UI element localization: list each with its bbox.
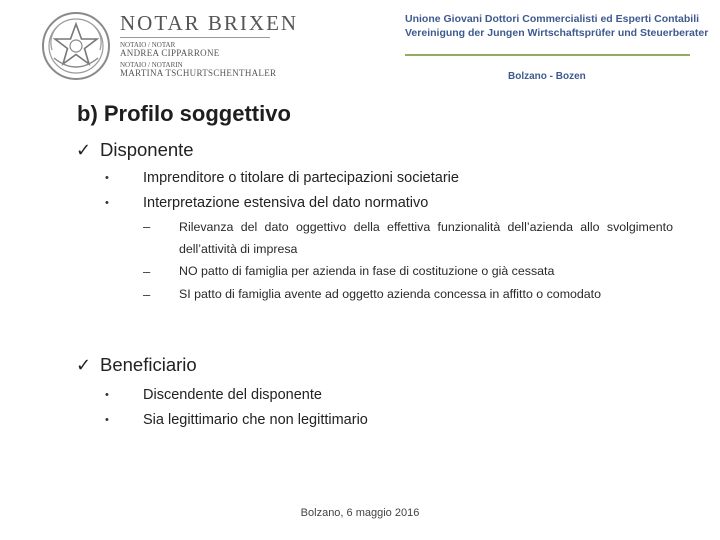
notary-name-1: ANDREA CIPPARRONE bbox=[120, 48, 220, 58]
bullet-text: Discendente del disponente bbox=[143, 387, 322, 403]
association-city: Bolzano - Bozen bbox=[508, 71, 586, 82]
section-heading-beneficiario bbox=[76, 354, 197, 376]
bullet-icon: • bbox=[105, 414, 109, 426]
section-heading-disponente bbox=[76, 139, 194, 161]
association-name-it: Unione Giovani Dottori Commercialisti ed Esperti Contabili bbox=[405, 13, 700, 25]
bullet-text: Imprenditore o titolare di partecipazioni societarie bbox=[143, 170, 459, 186]
italian-republic-emblem-icon bbox=[40, 10, 112, 82]
bullet-text: Interpretazione estensiva del dato normativo bbox=[143, 195, 429, 211]
subitem-text: Rilevanza del dato oggettivo della effettiva funzionalità dell’azienda allo svolgimento dell’attività di impresa bbox=[179, 220, 673, 256]
notary-role-1: NOTAIO / NOTAR bbox=[120, 41, 176, 49]
association-name-de: Vereinigung der Jungen Wirtschaftsprüfer und Steuerberater bbox=[405, 27, 709, 39]
bullet-text: Sia legittimario che non legittimario bbox=[143, 412, 368, 428]
bullet-icon: • bbox=[105, 389, 109, 401]
footer-date: Bolzano, 6 maggio 2016 bbox=[300, 507, 420, 519]
checkmark-icon: ✓ bbox=[76, 140, 92, 160]
dash-icon: – bbox=[143, 219, 151, 234]
section-label: Beneficiario bbox=[100, 354, 197, 375]
association-divider bbox=[405, 54, 690, 56]
slide-title: b) Profilo soggettivo bbox=[77, 101, 291, 126]
checkmark-icon: ✓ bbox=[76, 355, 92, 375]
dash-icon: – bbox=[143, 264, 151, 279]
notary-divider bbox=[120, 37, 270, 38]
bullet-icon: • bbox=[105, 172, 109, 184]
subitem-text: NO patto di famiglia per azienda in fase di costituzione o già cessata bbox=[179, 264, 555, 278]
dash-icon: – bbox=[143, 287, 151, 302]
subitem-text: SI patto di famiglia avente ad oggetto azienda concessa in affitto o comodato bbox=[179, 287, 602, 301]
section-label: Disponente bbox=[100, 139, 194, 160]
notary-name-2: MARTINA TSCHURTSCHENTHALER bbox=[120, 68, 277, 78]
notary-title: NOTAR BRIXEN bbox=[120, 11, 299, 35]
bullet-icon: • bbox=[105, 197, 109, 209]
notary-role-2: NOTAIO / NOTARIN bbox=[120, 61, 183, 69]
